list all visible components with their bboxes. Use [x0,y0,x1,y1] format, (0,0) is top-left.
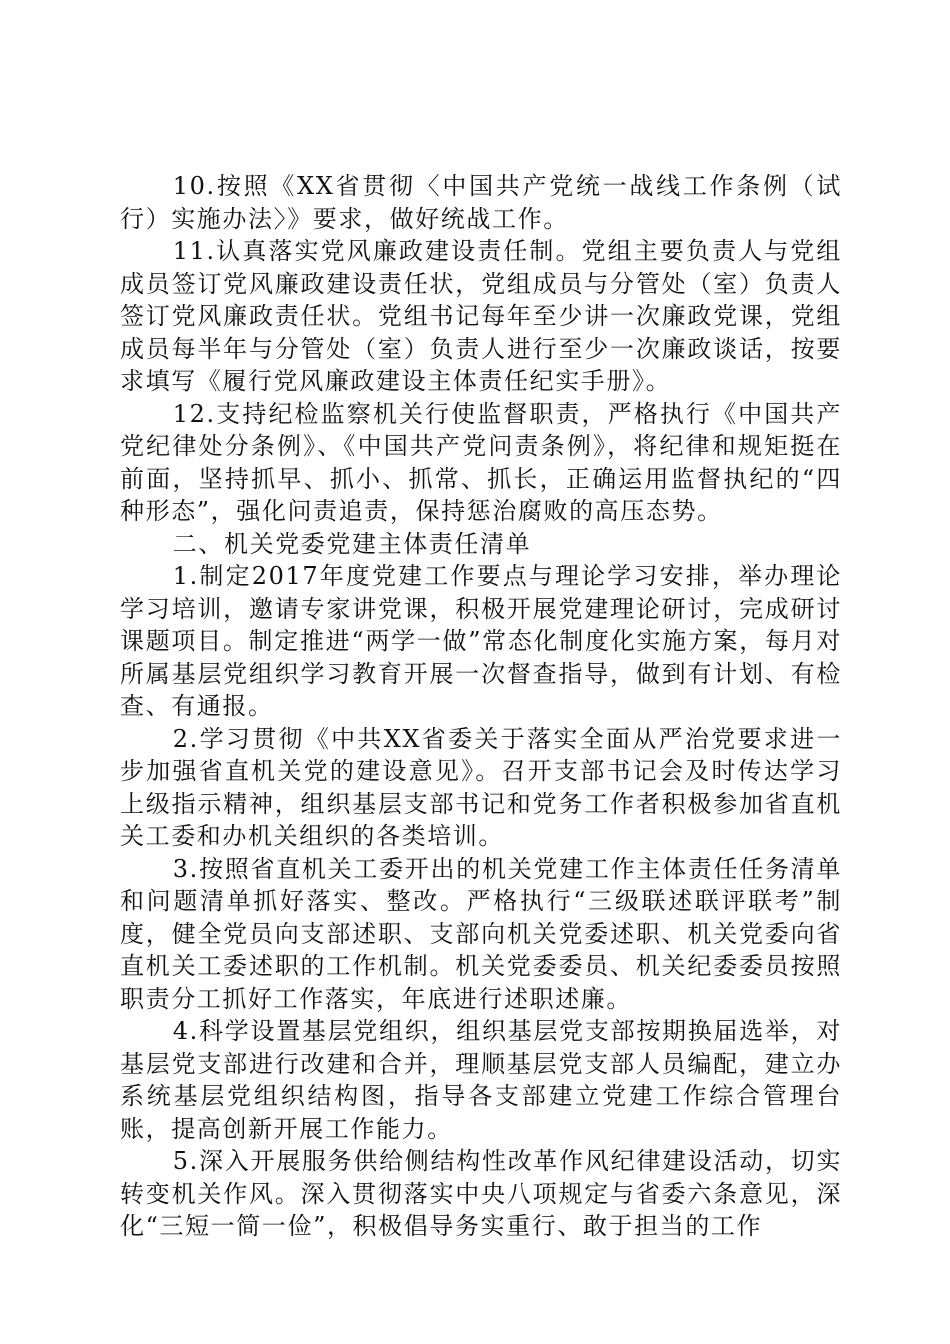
paragraph-item-1: 1.制定2017年度党建工作要点与理论学习安排，举办理论学习培训，邀请专家讲党课，积极开展党建理论研讨，完成研讨课题项目。制定推进“两学一做”常态化制度化实施方案，每月对所属基层党组织学习教育开展一次督查指导，做到有计划、有检查、有通报。 [120,562,842,720]
paragraph-item-5: 5.深入开展服务供给侧结构性改革作风纪律建设活动，切实转变机关作风。深入贯彻落实中央八项规定与省委六条意见，深化“三短一简一俭”，积极倡导务实重行、敢于担当的工作 [120,1147,842,1240]
section-heading: 二、机关党委党建主体责任清单 [172,529,532,558]
paragraph-item-10: 10.按照《XX省贯彻〈中国共产党统一战线工作条例（试行）实施办法〉》要求，做好统战工作。 [120,172,842,233]
paragraph-item-2: 2.学习贯彻《中共XX省委关于落实全面从严治党要求进一步加强省直机关党的建设意见》。召开支部书记会及时传达学习上级指示精神，组织基层支部书记和党务工作者积极参加省直机关工委和办机关组织的各类培训。 [120,724,842,850]
paragraph-item-11: 11.认真落实党风廉政建设责任制。党组主要负责人与党组成员签订党风廉政建设责任状，党组成员与分管处（室）负责人签订党风廉政责任状。党组书记每年至少讲一次廉政党课，党组成员每半年与分管处（室）负责人进行至少一次廉政谈话，按要求填写《履行党风廉政建设主体责任纪实手册》。 [120,237,842,395]
paragraph-item-4: 4.科学设置基层党组织，组织基层党支部按期换届选举，对基层党支部进行改建和合并，理顺基层党支部人员编配，建立办系统基层党组织结构图，指导各支部建立党建工作综合管理台账，提高创新开展工作能力。 [120,1017,842,1143]
document-body [120,170,842,1243]
paragraph-item-3: 3.按照省直机关工委开出的机关党建工作主体责任任务清单和问题清单抓好落实、整改。严格执行“三级联述联评联考”制度，健全党员向支部述职、支部向机关党委述职、机关党委向省直机关工委述职的工作机制。机关党委委员、机关纪委委员按照职责分工抓好工作落实，年底进行述职述廉。 [120,854,842,1013]
paragraph-item-12: 12.支持纪检监察机关行使监督职责，严格执行《中国共产党纪律处分条例》、《中国共产党问责条例》，将纪律和规矩挺在前面，坚持抓早、抓小、抓常、抓长，正确运用监督执纪的“四种形态”，强化问责追责，保持惩治腐败的高压态势。 [120,399,842,525]
